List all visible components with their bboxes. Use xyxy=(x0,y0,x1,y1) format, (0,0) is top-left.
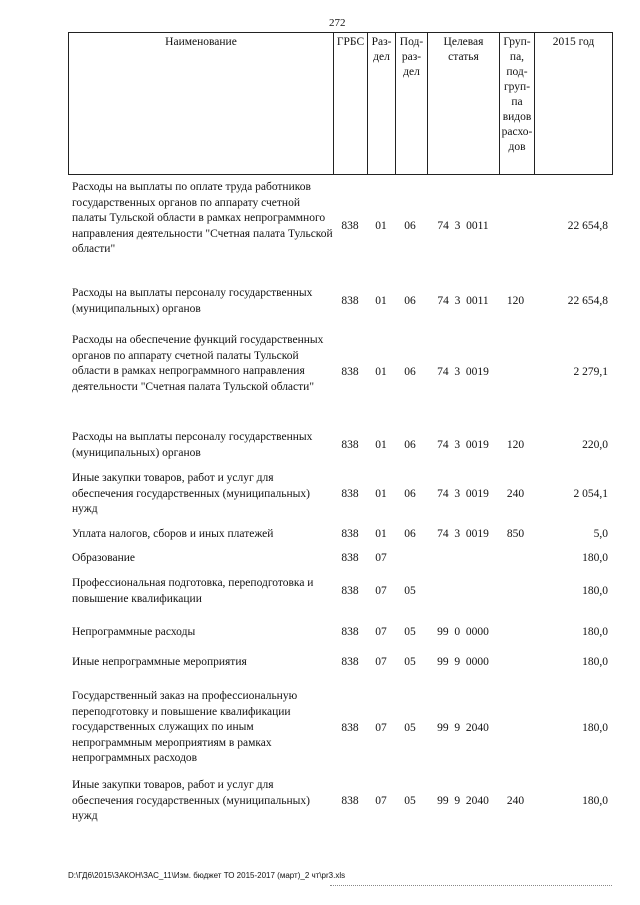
row-razdel: 01 xyxy=(375,366,387,378)
row-razdel: 07 xyxy=(375,626,387,638)
row-grbs: 838 xyxy=(341,439,359,451)
row-razdel: 01 xyxy=(375,528,387,540)
row-celevaya-statya: 99 9 0000 xyxy=(437,656,489,668)
row-sum-2015: 180,0 xyxy=(582,626,608,638)
row-podrazdel: 06 xyxy=(404,295,416,307)
row-celevaya-statya: 74 3 0019 xyxy=(437,488,489,500)
row-podrazdel: 06 xyxy=(404,366,416,378)
row-razdel: 07 xyxy=(375,795,387,807)
row-podrazdel: 06 xyxy=(404,528,416,540)
header-celevaya-statya: Целевая статья xyxy=(428,33,500,175)
row-celevaya-statya: 74 3 0011 xyxy=(437,220,489,232)
row-podrazdel: 06 xyxy=(404,220,416,232)
row-name: Иные закупки товаров, работ и услуг для обеспечения государственных (муниципальных) нужд xyxy=(72,779,310,822)
row-celevaya-statya: 74 3 0011 xyxy=(437,295,489,307)
header-podrazdel: Под- раз- дел xyxy=(396,33,428,175)
row-grbs: 838 xyxy=(341,295,359,307)
row-celevaya-statya: 74 3 0019 xyxy=(437,439,489,451)
row-razdel: 01 xyxy=(375,295,387,307)
row-celevaya-statya: 74 3 0019 xyxy=(437,366,489,378)
row-sum-2015: 2 054,1 xyxy=(573,488,608,500)
row-grbs: 838 xyxy=(341,585,359,597)
row-grbs: 838 xyxy=(341,552,359,564)
row-sum-2015: 180,0 xyxy=(582,795,608,807)
row-name: Расходы на обеспечение функций государственных органов по аппарату счетной палаты Тульской области в рамках непрограммного направления деятельности "Счетная палата Тульской области" xyxy=(72,334,324,393)
page-number: 272 xyxy=(329,17,346,29)
row-sum-2015: 2 279,1 xyxy=(573,366,608,378)
row-celevaya-statya: 99 0 0000 xyxy=(437,626,489,638)
row-podrazdel: 05 xyxy=(404,795,416,807)
row-podrazdel: 05 xyxy=(404,585,416,597)
row-name: Расходы на выплаты по оплате труда работников государственных органов по аппарату счетной палаты Тульской области в рамках непрограммного направления деятельности "Счетная палата Тульской области" xyxy=(72,181,333,255)
row-sum-2015: 5,0 xyxy=(593,528,608,540)
row-razdel: 01 xyxy=(375,488,387,500)
row-name: Иные непрограммные мероприятия xyxy=(72,656,247,668)
row-razdel: 01 xyxy=(375,439,387,451)
row-celevaya-statya: 99 9 2040 xyxy=(437,722,489,734)
row-vid-rashodov: 850 xyxy=(506,528,525,540)
row-name: Государственный заказ на профессиональную переподготовку и повышение квалификации государственных служащих по иным непрограммным мероприятиям в рамках непрограммных расходов xyxy=(72,690,298,764)
row-grbs: 838 xyxy=(341,220,359,232)
row-vid-rashodov: 240 xyxy=(506,795,525,807)
row-podrazdel: 05 xyxy=(404,722,416,734)
row-sum-2015: 220,0 xyxy=(582,439,608,451)
row-razdel: 07 xyxy=(375,552,387,564)
row-name: Образование xyxy=(72,552,136,564)
row-name: Расходы на выплаты персоналу государственных (муниципальных) органов xyxy=(72,431,313,459)
row-podrazdel: 06 xyxy=(404,488,416,500)
row-razdel: 01 xyxy=(375,220,387,232)
row-grbs: 838 xyxy=(341,722,359,734)
row-vid-rashodov: 240 xyxy=(506,488,525,500)
row-vid-rashodov: 120 xyxy=(506,295,525,307)
row-grbs: 838 xyxy=(341,528,359,540)
row-grbs: 838 xyxy=(341,488,359,500)
row-name: Расходы на выплаты персоналу государственных (муниципальных) органов xyxy=(72,287,313,315)
row-name: Иные закупки товаров, работ и услуг для обеспечения государственных (муниципальных) нужд xyxy=(72,472,310,515)
row-celevaya-statya: 74 3 0019 xyxy=(437,528,489,540)
header-vid-rashodov: Груп- па, под- груп- па видов расхо- дов xyxy=(500,33,535,175)
row-grbs: 838 xyxy=(341,366,359,378)
row-sum-2015: 22 654,8 xyxy=(567,220,608,232)
row-name: Непрограммные расходы xyxy=(72,626,196,638)
row-sum-2015: 180,0 xyxy=(582,585,608,597)
footer-file-path: D:\ГД6\2015\ЗАКОН\ЗАС_11\Изм. бюджет ТО 2015-2017 (март)_2 чт\pr3.xls xyxy=(68,871,346,880)
row-podrazdel: 05 xyxy=(404,656,416,668)
row-grbs: 838 xyxy=(341,795,359,807)
table-header xyxy=(68,32,613,175)
row-sum-2015: 180,0 xyxy=(582,722,608,734)
row-celevaya-statya: 99 9 2040 xyxy=(437,795,489,807)
row-sum-2015: 22 654,8 xyxy=(567,295,608,307)
row-razdel: 07 xyxy=(375,585,387,597)
row-podrazdel: 05 xyxy=(404,626,416,638)
row-razdel: 07 xyxy=(375,722,387,734)
row-grbs: 838 xyxy=(341,656,359,668)
row-razdel: 07 xyxy=(375,656,387,668)
footer-rule xyxy=(330,885,612,886)
row-name: Уплата налогов, сборов и иных платежей xyxy=(72,528,274,540)
row-sum-2015: 180,0 xyxy=(582,656,608,668)
header-2015-year: 2015 год xyxy=(535,33,613,175)
header-razdel: Раз- дел xyxy=(368,33,396,175)
header-grbs: ГРБС xyxy=(334,33,368,175)
row-podrazdel: 06 xyxy=(404,439,416,451)
header-name: Наименование xyxy=(69,33,334,175)
row-name: Профессиональная подготовка, переподготовка и повышение квалификации xyxy=(72,577,314,605)
row-grbs: 838 xyxy=(341,626,359,638)
row-sum-2015: 180,0 xyxy=(582,552,608,564)
row-vid-rashodov: 120 xyxy=(506,439,525,451)
